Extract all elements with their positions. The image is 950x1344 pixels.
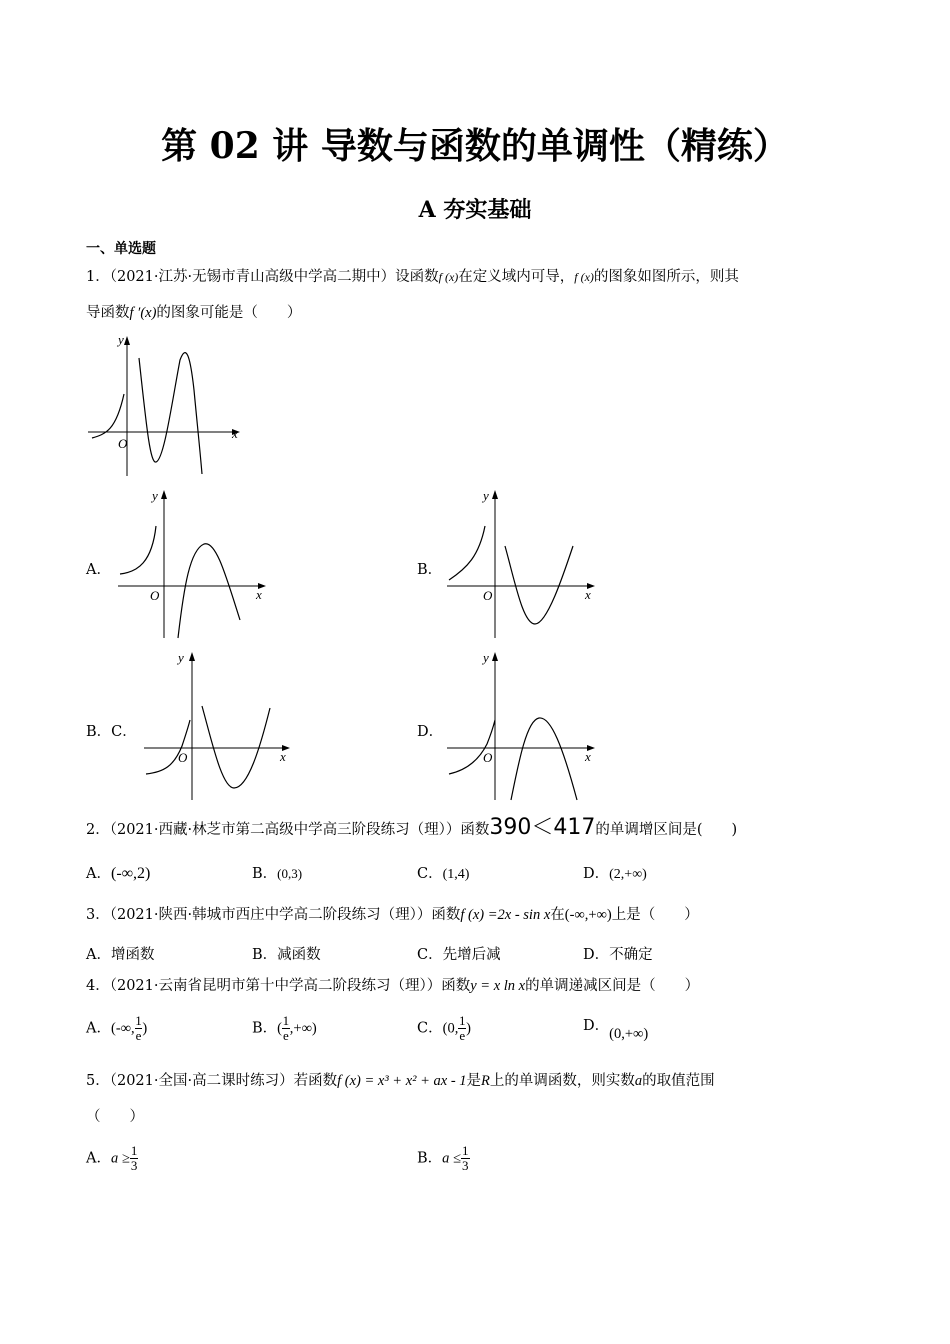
curve-left [92, 394, 124, 438]
curve-right [511, 718, 577, 800]
y-label: y [118, 332, 124, 347]
curve-left [120, 526, 156, 574]
q4-option-b[interactable]: B．( $\frac{1}{e}$ ,+∞) [252, 1013, 317, 1043]
curve-left [146, 720, 190, 774]
section-subtitle: A 夯实基础 [418, 197, 532, 223]
x-label: x [232, 426, 238, 441]
q1-option-d-graph[interactable] [443, 648, 603, 804]
svg-text:y: y [178, 650, 184, 665]
q4-option-c[interactable]: C．(0, $\frac{1}{e}$ ) [417, 1013, 471, 1043]
origin-label: O [118, 436, 128, 451]
svg-text:O: O [150, 588, 160, 603]
q4-formula: y = x ln x [470, 978, 526, 994]
question-5-line-1: 5．（2021·全国·高二课时练习）若函数f (x) = x³ + x² + ax - 1是R上的单调函数，则实数a的取值范围 [86, 1073, 715, 1089]
q3-option-c[interactable]: C．先增后减 [417, 947, 501, 963]
page-title: 第 02 讲 导数与函数的单调性（精练） [161, 125, 789, 167]
q2-option-d[interactable]: D．(2,+∞) [583, 866, 647, 882]
y-axis-arrow [124, 336, 130, 345]
q2-option-c[interactable]: C．(1,4) [417, 866, 470, 882]
svg-text:y: y [483, 488, 489, 503]
question-5-line-2: （ ） [86, 1109, 144, 1125]
svg-text:x: x [256, 587, 262, 602]
svg-text:O: O [483, 750, 493, 765]
q5-option-b[interactable]: B．a ≤ $\frac{1}{3}$ [417, 1143, 469, 1173]
curve-right [505, 546, 573, 624]
q3-formula: f (x) =2x - sin x [460, 907, 551, 923]
q4-option-d[interactable]: D．(0,+∞) [583, 1018, 649, 1042]
section-heading: 一、单选题 [86, 241, 156, 257]
svg-text:x: x [585, 749, 591, 764]
q3-option-b[interactable]: B．减函数 [252, 947, 321, 963]
curve-right [202, 706, 270, 788]
q3-option-a[interactable]: A．增函数 [86, 947, 155, 963]
svg-text:x: x [280, 749, 286, 764]
q2-option-a[interactable]: A．(-∞,2) [86, 865, 151, 882]
q1-option-c-graph[interactable] [140, 648, 300, 804]
q1-option-d-label[interactable]: D． [417, 724, 444, 740]
q1-option-c-label[interactable]: B．C． [86, 724, 137, 740]
q1-option-a-label[interactable]: A． [86, 562, 111, 578]
q1-option-b-graph[interactable] [443, 486, 603, 642]
question-1-line-2: 导函数f ′(x)的图象可能是（ ） [86, 305, 302, 321]
curve-right [139, 353, 202, 474]
q2-formula: 390＜417 [489, 815, 596, 840]
curve-left [449, 526, 485, 580]
curve-right [178, 544, 240, 638]
q5-formula: f (x) = x³ + x² + ax - 1 [337, 1073, 467, 1089]
q3-option-d[interactable]: D．不确定 [583, 947, 653, 963]
q5-option-a[interactable]: A．a ≥ $\frac{1}{3}$ [86, 1143, 138, 1173]
question-1-graph [84, 332, 244, 482]
svg-text:y: y [483, 650, 489, 665]
q4-option-a[interactable]: A．(-∞, $\frac{1}{e}$ ) [86, 1013, 148, 1043]
curve-left [449, 720, 495, 774]
question-2: 2．（2021·西藏·林芝市第二高级中学高三阶段练习（理））函数390＜417的单调增区间是( ) [86, 815, 738, 840]
q1-option-a-graph[interactable] [112, 486, 272, 642]
q1-option-b-label[interactable]: B． [417, 562, 443, 578]
question-3: 3．（2021·陕西·韩城市西庄中学高二阶段练习（理））函数f (x) =2x - sin x在(-∞,+∞)上是（ ） [86, 907, 699, 923]
svg-text:y: y [152, 488, 158, 503]
q2-option-b[interactable]: B．(0,3) [252, 866, 303, 882]
question-1-line-1: 1．（2021·江苏·无锡市青山高级中学高二期中）设函数f (x)在定义域内可导，f (x)的图象如图所示，则其 [86, 269, 739, 285]
svg-text:x: x [585, 587, 591, 602]
svg-text:O: O [483, 588, 493, 603]
svg-text:O: O [178, 750, 188, 765]
question-4: 4．（2021·云南省昆明市第十中学高二阶段练习（理））函数y = x ln x的单调递减区间是（ ） [86, 978, 700, 994]
